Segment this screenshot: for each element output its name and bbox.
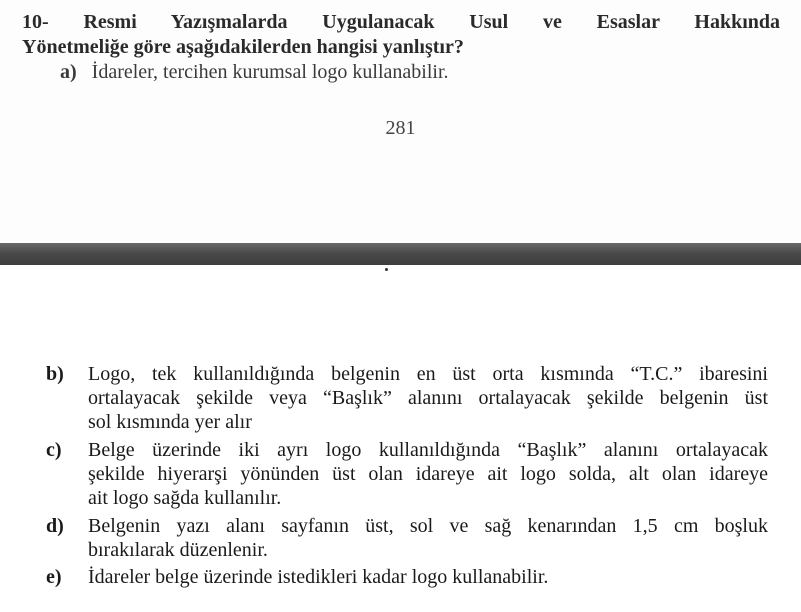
- option-c-line-3: ait logo sağda kullanılır.: [88, 487, 282, 509]
- previous-page-fragment: [0, 0, 801, 243]
- option-a-letter: a): [60, 61, 77, 83]
- option-c-line-1: Belge üzerinde iki ayrı logo kullanıldığında “Başlık” alanını ortalayacak: [88, 439, 768, 461]
- option-a-text: İdareler, tercihen kurumsal logo kullanabilir.: [91, 61, 449, 83]
- option-b-letter: b): [46, 363, 64, 385]
- question-stem-line-2: Yönetmeliğe göre aşağıdakilerden hangisi yanlıştır?: [22, 36, 464, 58]
- option-a: [60, 60, 449, 84]
- option-d-letter: d): [46, 515, 64, 537]
- option-b-line-3: sol kısmında yer alır: [88, 411, 252, 433]
- page-break-divider: [0, 243, 801, 265]
- page-number: 281: [385, 117, 416, 139]
- option-c: [46, 438, 768, 510]
- option-e-text: İdareler belge üzerinde istedikleri kadar logo kullanabilir.: [88, 566, 549, 588]
- scan-speck: [385, 268, 388, 271]
- option-b: [46, 362, 768, 434]
- option-e-letter: e): [46, 566, 62, 588]
- option-d: [46, 514, 768, 562]
- question-stem-line-1: 10- Resmi Yazışmalarda Uygulanacak Usul ve Esaslar Hakkında: [22, 11, 780, 33]
- option-b-line-1: Logo, tek kullanıldığında belgenin en üst orta kısmında “T.C.” ibaresini: [88, 363, 768, 385]
- option-c-line-2: şekilde hiyerarşi yönünden üst olan idareye ait logo solda, alt olan idareye: [88, 463, 768, 485]
- option-e: [46, 565, 768, 589]
- option-c-letter: c): [46, 439, 62, 461]
- option-d-line-1: Belgenin yazı alanı sayfanın üst, sol ve sağ kenarından 1,5 cm boşluk: [88, 515, 768, 537]
- option-d-line-2: bırakılarak düzenlenir.: [88, 539, 268, 561]
- option-b-line-2: ortalayacak şekilde veya “Başlık” alanını ortalayacak şekilde belgenin üst: [88, 387, 768, 409]
